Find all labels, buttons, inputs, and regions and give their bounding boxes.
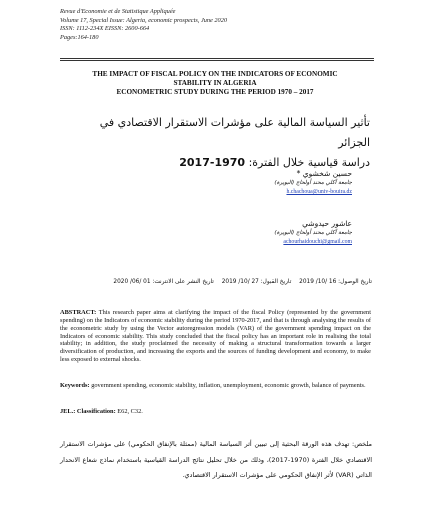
arabic-title <box>70 113 370 173</box>
abstract-label: ABSTRACT: <box>60 309 97 316</box>
arabic-title-years: 1970-2017 <box>179 156 246 169</box>
date-received: تاريخ الوصول: 16 /10/ 2019 <box>299 279 372 285</box>
arabic-title-line-2-text: دراسة قياسية خلال الفترة: <box>245 156 370 169</box>
author-2-affiliation: جامعة آكلي محند أولحاج (البويرة) <box>274 230 352 236</box>
author-2-email-link[interactable]: achourhaidouchi@gmail.com <box>283 239 352 245</box>
abstract-text: This research paper aims at clarifying the impact of the fiscal Policy (represented by the government spending) on the Indicators of economic stability during the period 1970-2017, and that is through analysing the results of the econometric study by using the Vector autoregression models (VAR) of the government spending impact on the Indicators of economic stability. This study concluded that the fiscal policy has an important role in realising the total stability; in addition, the study proclaimed the necessity of making a structural transformation towards a larger diversification of production, and increasing the exports and the sources of funding development and economy, to make less exposed to external shocks. <box>60 309 371 364</box>
journal-issn: ISSN: 1112-234X EISSN: 2600-664 <box>60 25 150 33</box>
header-rule-top <box>60 58 374 59</box>
author-1-email-link[interactable]: h.chachoua@univ-bouira.dz <box>286 189 352 195</box>
keywords-text: government spending, economic stability, inflation, unemployment, economic growth, balance of payments. <box>89 382 366 389</box>
keywords-label: Keywords: <box>60 382 90 389</box>
date-accepted: تاريخ القبول: 27 /10/ 2019 <box>221 279 292 285</box>
jel-text: E62, C32. <box>115 408 143 415</box>
author-1 <box>132 168 352 197</box>
header-rule-bottom <box>60 60 374 61</box>
english-title-line-2: STABILITY IN ALGERIA <box>173 79 257 88</box>
author-1-name: حسين شخشوي * <box>296 169 352 178</box>
journal-pages: Pages:164-180 <box>60 33 99 41</box>
author-2 <box>132 218 352 247</box>
arabic-title-line-1: تأثير السياسة المالية على مؤشرات الاستقرار الاقتصادي في الجزائر <box>99 116 370 149</box>
english-title-line-3: ECONOMETRIC STUDY DURING THE PERIOD 1970 – 2017 <box>116 88 314 97</box>
author-2-name: عاشور حيدوشي <box>302 219 352 228</box>
journal-header <box>60 8 360 42</box>
english-title-line-1: THE IMPACT OF FISCAL POLICY ON THE INDICATORS OF ECONOMIC <box>92 70 338 78</box>
jel-label: JEL.: Classification: <box>60 408 116 415</box>
journal-name: Revue d'Economie et de Statistique Appliquée <box>60 8 176 15</box>
english-title <box>62 70 368 98</box>
date-published: تاريخ النشر على الانترنت: 01 /06/ 2020 <box>113 279 214 285</box>
journal-volume: Volume 17, Special Issue: Algeria, economic prospects, June 2020 <box>60 16 228 24</box>
arabic-abstract: ملخص: تهدف هذه الورقة البحثية إلى تبيين أثر السياسة المالية (ممثلة بالإنفاق الحكومي) على مؤشرات الاستقرار الاقتصادي خلال الفترة (1970-2017)، وذلك من خلال تحليل نتائج الدراسة القياسية باستخدام نماذج شعاع الانحدار الذاتي (VAR) لأثر الإنفاق الحكومي على مؤشرات الاستقرار الاقتصادي. <box>60 440 372 480</box>
publication-dates <box>60 279 372 285</box>
author-1-affiliation: جامعة آكلي محند أولحاج (البويرة) <box>274 180 352 186</box>
jel-classification <box>60 408 371 415</box>
english-abstract <box>60 309 371 364</box>
keywords <box>60 382 371 390</box>
